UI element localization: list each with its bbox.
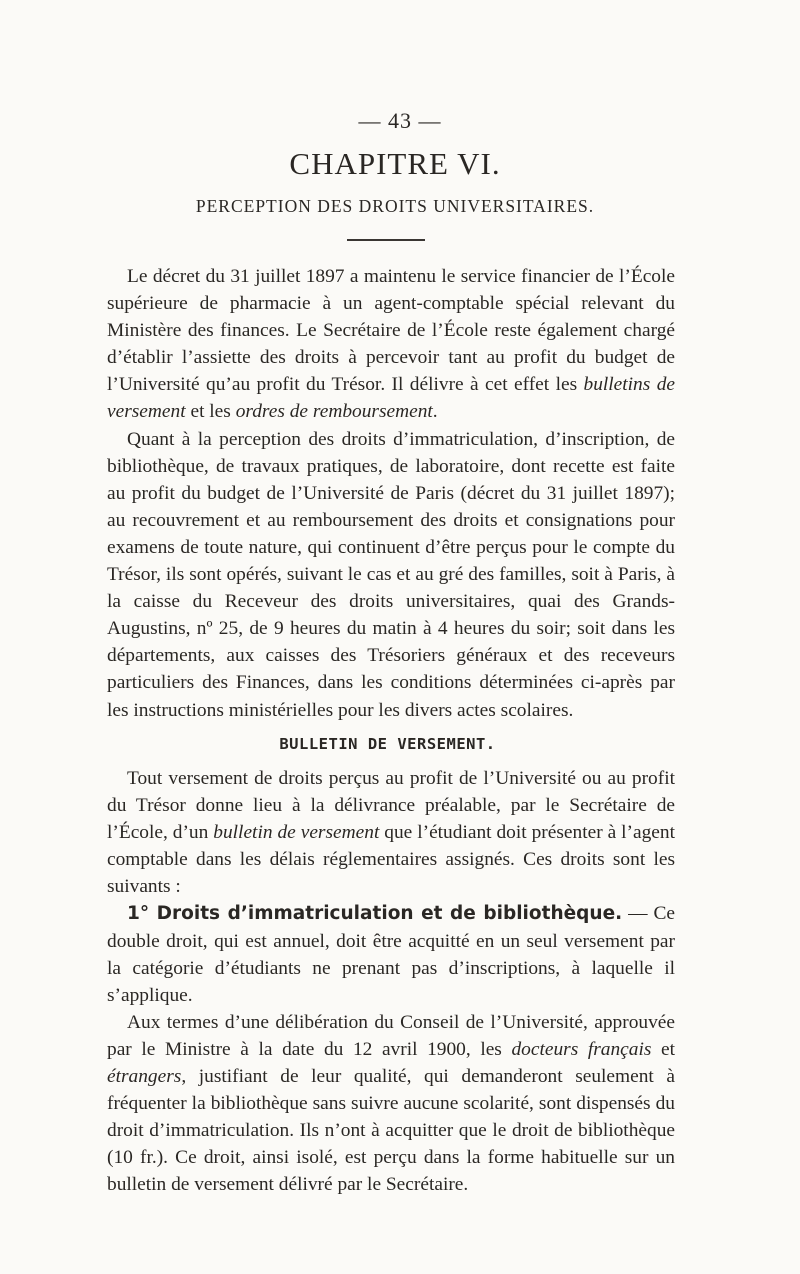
page-number: — 43 — xyxy=(358,108,442,133)
paragraph-immatriculation xyxy=(107,900,675,1008)
paragraph-perception: Quant à la perception des droits d’immatriculation, d’inscription, de bibliothèque, de travaux pratiques, de laboratoire, dont recette est faite au profit du budget de l’Université de Paris (décret du 31 juillet 1897); au recouvrement et au remboursement des droits et consignations pour examens de toute nature, qui continuent d’être perçus pour le compte du Trésor, ils sont opérés, suivant le cas et au gré des familles, soit à Paris, à la caisse du Receveur des droits universitaires, quai des Grands-Augustins, nº 25, de 9 heures du matin à 4 heures du soir; soit dans les départements, aux caisses des Trésoriers généraux et des receveurs particuliers des Finances, dans les conditions déterminées ci-après par les instructions ministérielles pour les divers actes scolaires. xyxy=(107,428,675,721)
italic-term: étrangers xyxy=(107,1066,182,1088)
italic-term: bulletins de versement xyxy=(107,374,675,423)
italic-term: docteurs français xyxy=(511,1038,652,1060)
text-segment: , justifiant de leur qualité, qui demanderont seulement à fréquenter la bibliothèque sans suivre aucune scolarité, sont dispensés du droit d’immatriculation. Ils n’ont à acquitter que le droit de bibliothèque (10 fr.). Ce droit, ainsi isolé, est perçu dans la forme habituelle sur un bulletin de versement délivré par le Secrétaire. xyxy=(107,1066,675,1196)
paragraph-decret xyxy=(107,263,675,426)
text-segment: et xyxy=(651,1038,676,1060)
chapter-title: CHAPITRE VI. xyxy=(289,146,501,181)
intro-text-block xyxy=(107,263,675,724)
text-segment: — Ce double droit, qui est annuel, doit être acquitté en un seul versement par la catégorie d’étudiants ne prenant pas d’inscriptions, à laquelle il s’applique. xyxy=(107,903,675,1006)
text-segment: Le décret du 31 juillet 1897 a maintenu le service financier de l’École supérieure de pharmacie à un agent-comptable spécial relevant du Ministère des finances. Le Secrétaire de l’École reste également chargé d’établir l’assiette des droits à percevoir tant au profit du budget de l’Université qu’au profit du Trésor. Il délivre à cet effet les xyxy=(107,266,675,396)
text-segment: . xyxy=(432,401,438,423)
chapter-subtitle: PERCEPTION DES DROITS UNIVERSITAIRES. xyxy=(195,196,595,216)
paragraph-deliberation xyxy=(107,1009,675,1199)
text-segment: que l’étudiant doit présenter à l’agent comptable dans les délais réglementaires assignés. Ces droits sont les suivants : xyxy=(107,822,675,898)
italic-term: bulletin de versement xyxy=(213,822,380,844)
text-segment: Aux termes d’une délibération du Conseil de l’Université, approuvée par le Ministre à la date du 12 avril 1900, les xyxy=(107,1011,675,1060)
item-heading: 1° Droits d’immatriculation et de bibliothèque. xyxy=(127,903,623,925)
text-segment: et les xyxy=(185,401,236,423)
bulletin-text-block xyxy=(107,765,675,1199)
title-divider xyxy=(347,239,425,241)
section-heading: BULLETIN DE VERSEMENT. xyxy=(279,735,496,753)
paragraph-versement xyxy=(107,765,675,900)
italic-term: ordres de remboursement xyxy=(235,401,433,423)
text-segment: Tout versement de droits perçus au profit de l’Université ou au profit du Trésor donne lieu à la délivrance préalable, par le Secrétaire de l’École, d’un xyxy=(107,768,675,844)
